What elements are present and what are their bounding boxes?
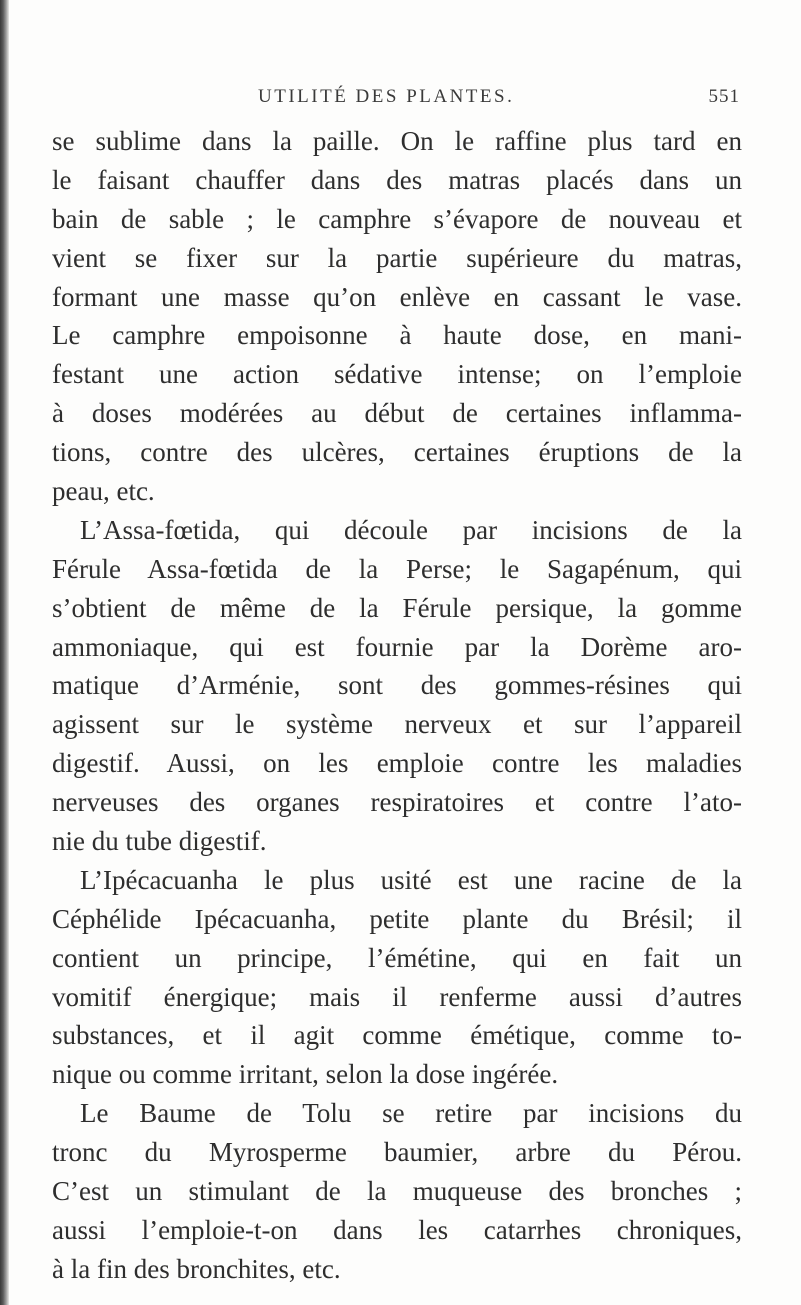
text-line: tions, contre des ulcères, certaines éruptions de la (52, 437, 742, 468)
text-line: à doses modérées au début de certaines inflamma- (52, 398, 742, 429)
text-line: tronc du Myrosperme baumier, arbre du Pérou. (52, 1137, 742, 1168)
text-line: L’Assa-fœtida, qui découle par incisions de la (80, 514, 742, 545)
text-line: festant une action sédative intense; on l’emploie (52, 359, 742, 390)
text-line: contient un principe, l’émétine, qui en fait un (52, 942, 742, 973)
text-line: nie du tube digestif. (52, 826, 267, 857)
text-line: ammoniaque, qui est fournie par la Dorème aro- (52, 631, 742, 662)
text-line: vient se fixer sur la partie supérieure du matras, (52, 242, 742, 273)
page-number: 551 (708, 86, 740, 107)
text-line: substances, et il agit comme émétique, comme to- (52, 1020, 742, 1051)
text-line: peau, etc. (52, 476, 155, 507)
page-binding-edge (0, 0, 9, 1305)
text-line: matique d’Arménie, sont des gommes-résines qui (52, 670, 742, 701)
text-line: L’Ipécacuanha le plus usité est une racine de la (80, 864, 742, 895)
text-line: C’est un stimulant de la muqueuse des bronches ; (52, 1176, 742, 1207)
running-title: UTILITÉ DES PLANTES. (258, 86, 515, 107)
text-line: nerveuses des organes respiratoires et contre l’ato- (52, 787, 742, 818)
text-line: vomitif énergique; mais il renferme aussi d’autres (52, 981, 742, 1012)
text-line: Le camphre empoisonne à haute dose, en mani- (52, 320, 742, 351)
text-line: s’obtient de même de la Férule persique, la gomme (52, 592, 742, 623)
text-line: nique ou comme irritant, selon la dose ingérée. (52, 1059, 559, 1090)
running-head (0, 86, 801, 116)
text-line: à la fin des bronchites, etc. (52, 1253, 341, 1284)
text-line: digestif. Aussi, on les emploie contre les maladies (52, 748, 742, 779)
text-line: agissent sur le système nerveux et sur l’appareil (52, 709, 742, 740)
text-line: Férule Assa-fœtida de la Perse; le Sagapénum, qui (52, 553, 742, 584)
text-line: formant une masse qu’on enlève en cassant le vase. (52, 281, 742, 312)
text-line: le faisant chauffer dans des matras placés dans un (52, 164, 742, 195)
text-line: Le Baume de Tolu se retire par incisions du (80, 1098, 742, 1129)
text-line: Céphélide Ipécacuanha, petite plante du Brésil; il (52, 903, 742, 934)
body-text (52, 122, 742, 1289)
text-line: se sublime dans la paille. On le raffine plus tard en (52, 126, 742, 156)
text-line: aussi l’emploie-t-on dans les catarrhes chroniques, (52, 1214, 742, 1245)
text-line: bain de sable ; le camphre s’évapore de nouveau et (52, 203, 742, 234)
